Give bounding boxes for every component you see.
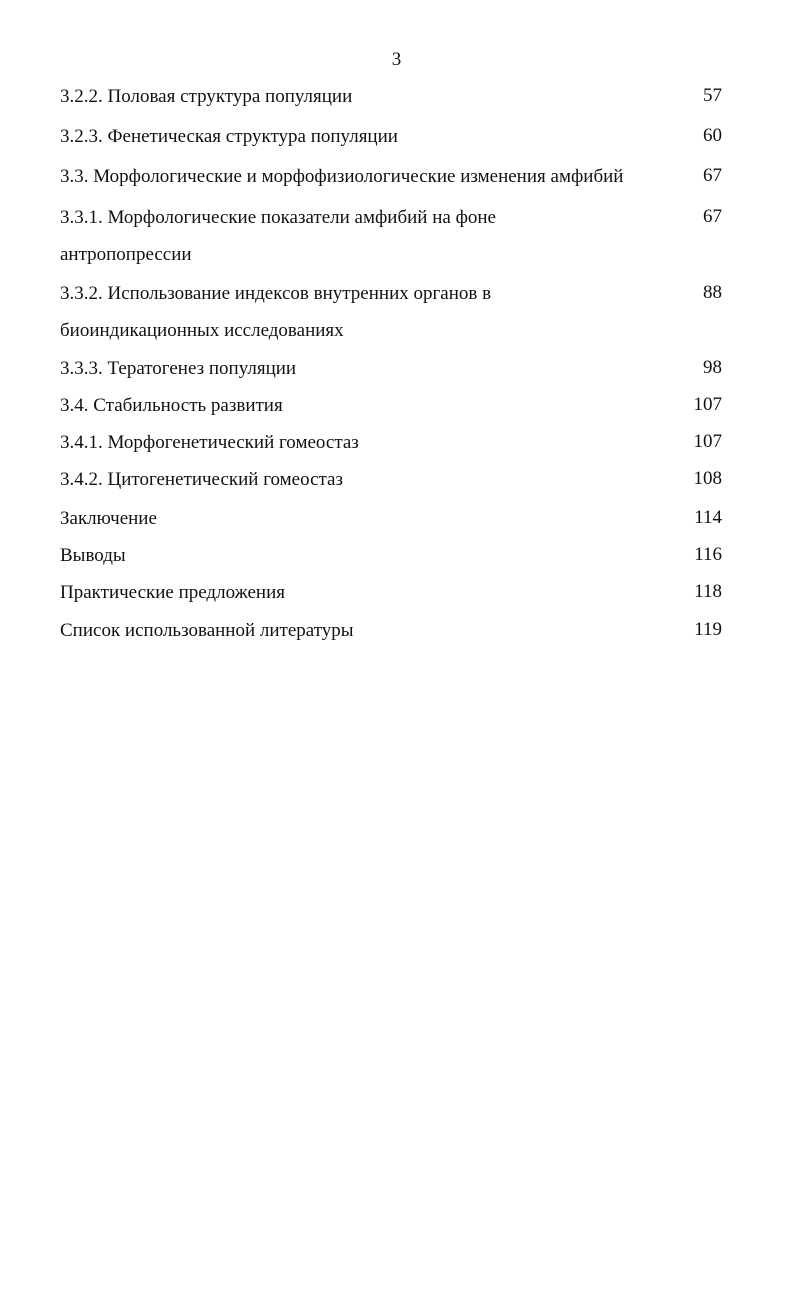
toc-entry-title: 3.3.1. Морфологические показатели амфибий на фоне антропопрессии bbox=[60, 206, 496, 265]
toc-entry-title: 3.2.3. Фенетическая структура популяции bbox=[60, 125, 398, 147]
toc-entry-page: 107 bbox=[693, 431, 722, 452]
toc-entry-title: Выводы bbox=[60, 544, 126, 566]
toc-entry-title: 3.4.2. Цитогенетический гомеостаз bbox=[60, 468, 343, 490]
toc-entry-title: Заключение bbox=[60, 507, 157, 529]
toc-entry bbox=[60, 618, 722, 656]
toc-entry-page: 57 bbox=[703, 85, 722, 106]
toc-entry bbox=[60, 205, 722, 281]
toc-entry-page: 67 bbox=[703, 206, 722, 227]
toc-entry-page: 60 bbox=[703, 125, 722, 146]
toc-entry-title: 3.3.2. Использование индексов внутренних органов в биоиндикационных исследованиях bbox=[60, 282, 492, 341]
toc-entry-title: 3.3.3. Тератогенез популяции bbox=[60, 357, 297, 379]
toc-entry-page: 116 bbox=[694, 544, 722, 565]
toc-entry-title: 3.4.1. Морфогенетический гомеостаз bbox=[60, 431, 359, 453]
toc-entry-page: 119 bbox=[694, 619, 722, 640]
toc-entry-page: 98 bbox=[703, 357, 722, 378]
toc-entry-page: 88 bbox=[703, 282, 722, 303]
toc-entry-title: 3.2.2. Половая структура популяции bbox=[60, 85, 353, 107]
toc-entry-page: 67 bbox=[703, 165, 722, 186]
toc-entry-page: 108 bbox=[693, 468, 722, 489]
toc-entry-page: 118 bbox=[694, 581, 722, 602]
toc-entry-page: 114 bbox=[694, 507, 722, 528]
toc-entry-title: Практические предложения bbox=[60, 581, 285, 603]
toc-entry-page: 107 bbox=[693, 394, 722, 415]
page-number: 3 bbox=[391, 49, 402, 70]
toc-entry bbox=[60, 281, 722, 356]
toc-entry-title: 3.4. Стабильность развития bbox=[60, 394, 283, 416]
table-of-contents bbox=[60, 84, 722, 656]
toc-entry-title: Список использованной литературы bbox=[60, 619, 354, 641]
toc-entry-title: 3.3. Морфологические и морфофизиологические изменения амфибий bbox=[60, 165, 624, 187]
